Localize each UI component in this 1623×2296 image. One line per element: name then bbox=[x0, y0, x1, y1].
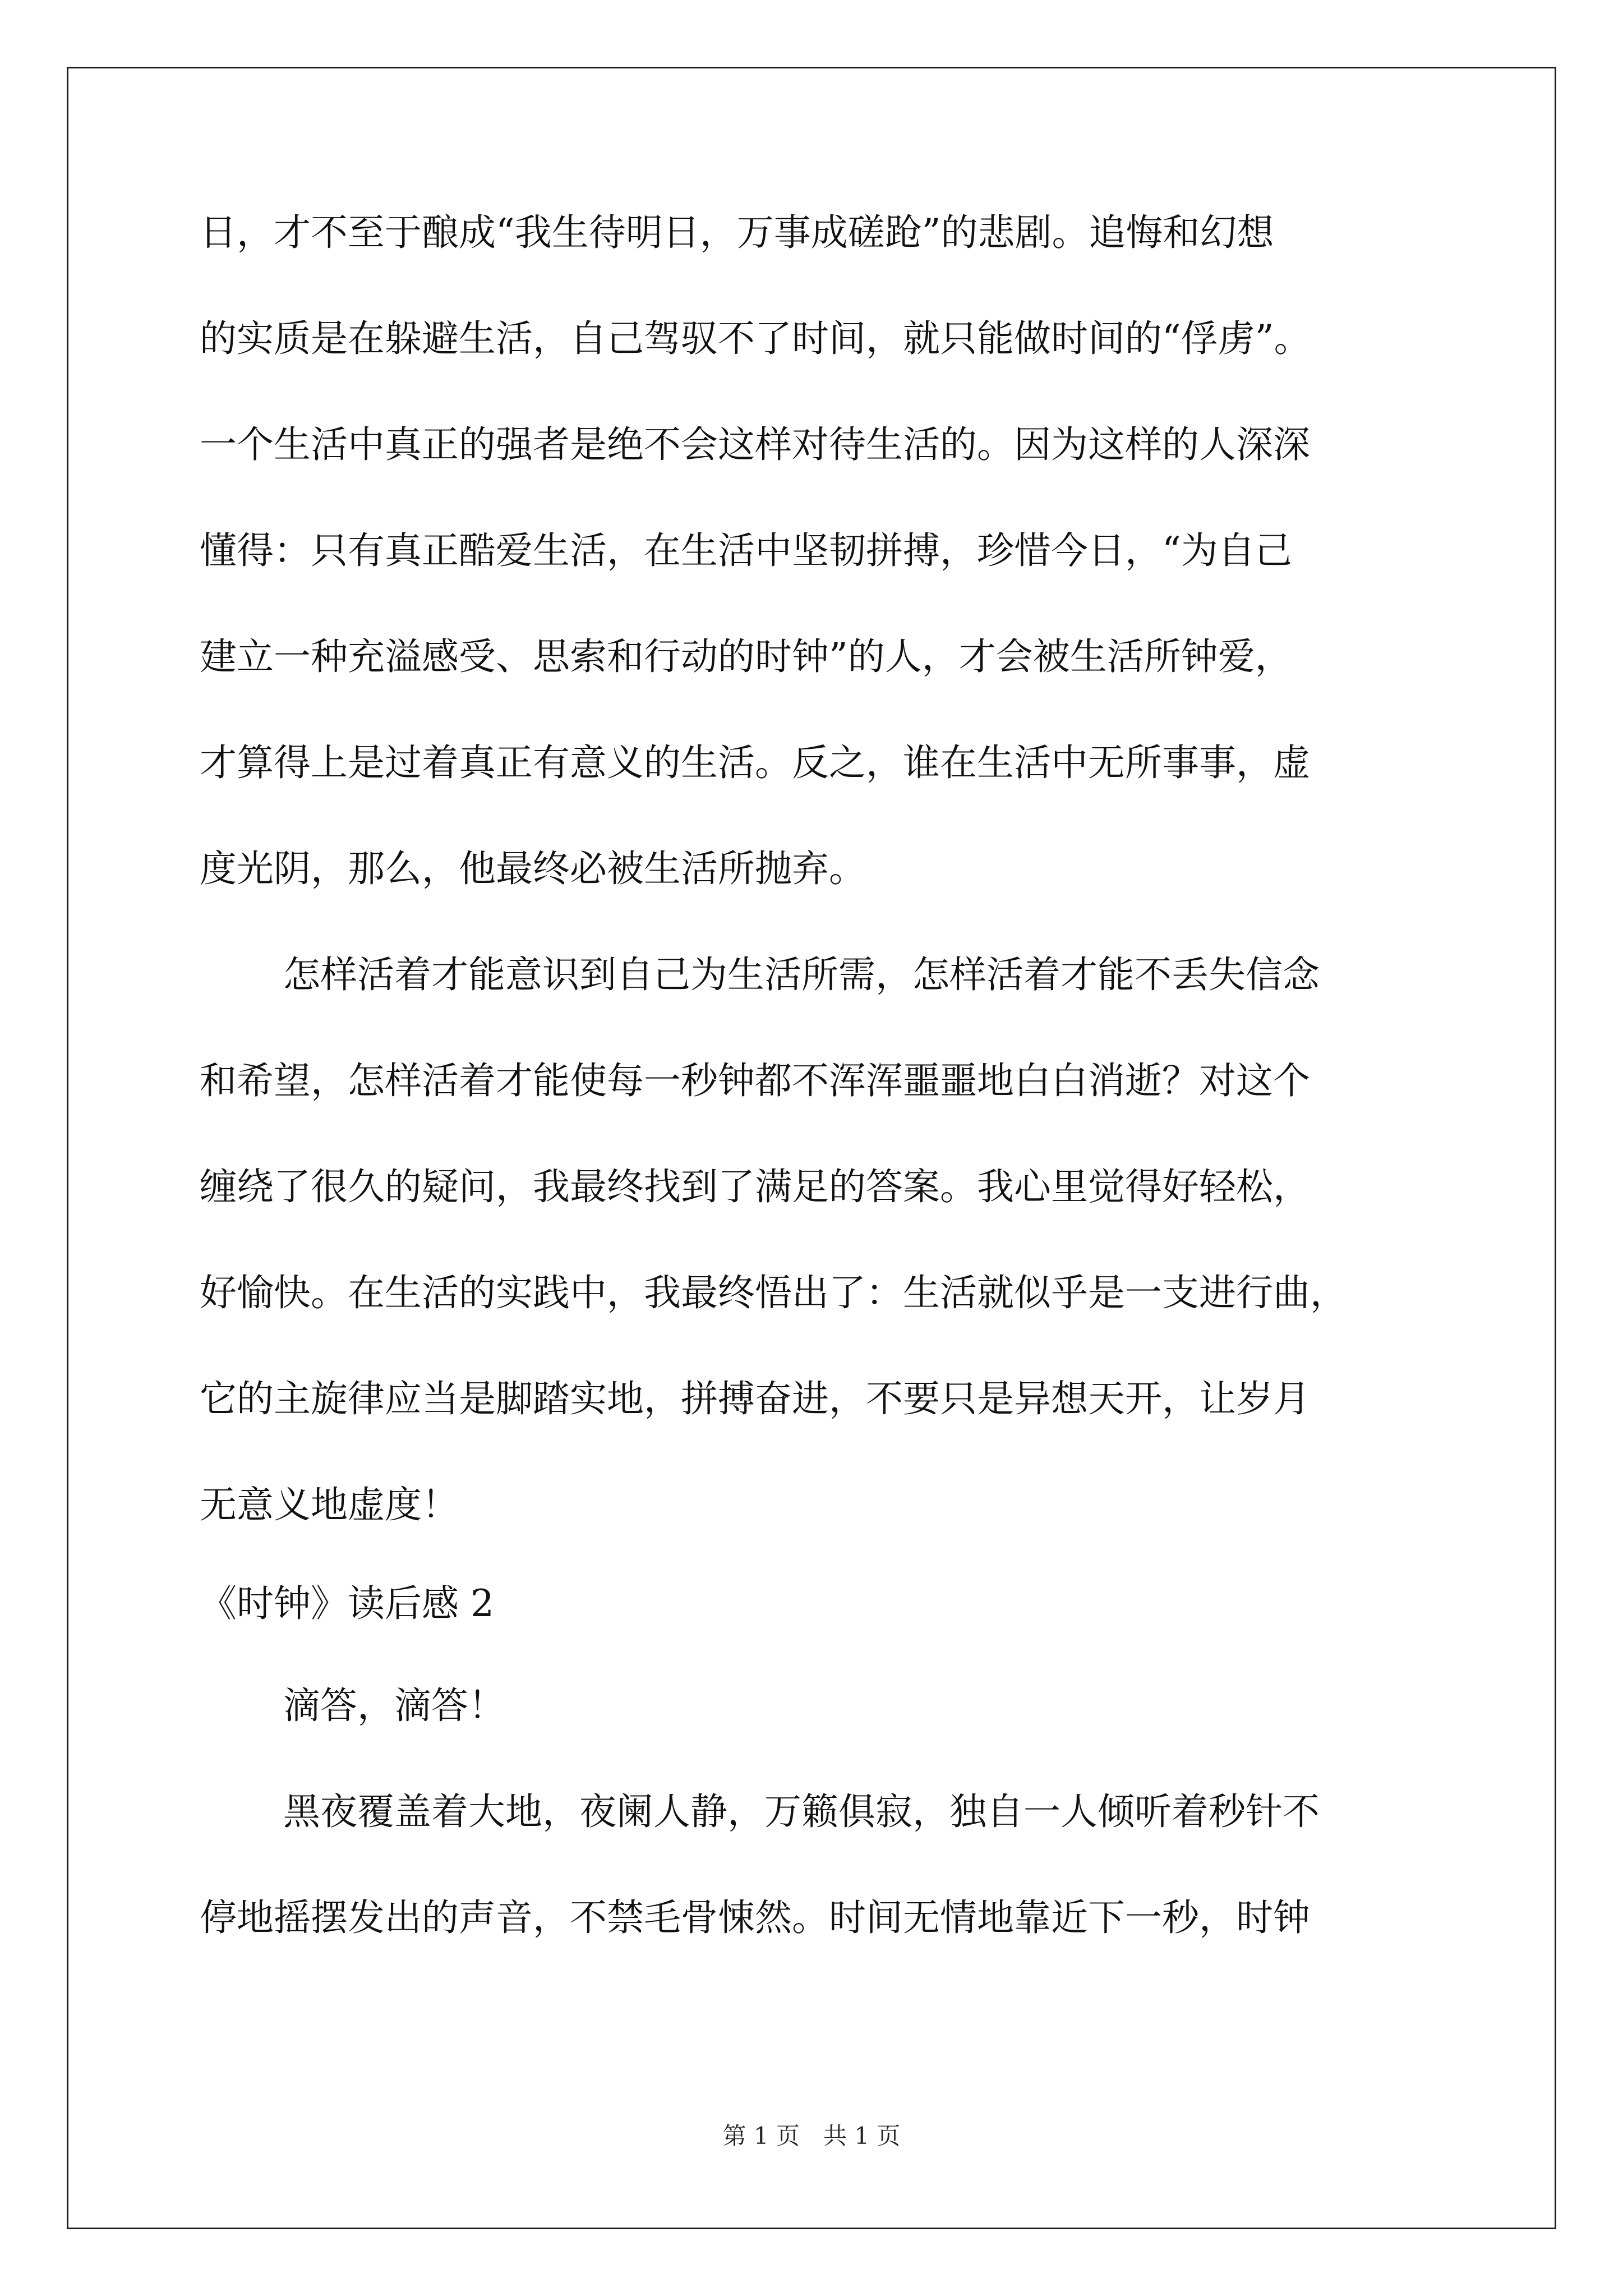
paragraph-line: 的实质是在躲避生活，自己驾驭不了时间，就只能做时间的“俘虏”。 bbox=[200, 317, 1311, 360]
paragraph-line: 懂得：只有真正酷爱生活，在生活中坚韧拼搏，珍惜今日，“为自己 bbox=[200, 529, 1292, 572]
page-footer: 第 1 页 共 1 页 bbox=[722, 2122, 901, 2150]
paragraph-line: 好愉快。在生活的实践中，我最终悟出了：生活就似乎是一支进行曲， bbox=[200, 1271, 1347, 1314]
paragraph-line: 滴答，滴答！ bbox=[283, 1684, 505, 1727]
paragraph-line: 建立一种充溢感受、思索和行动的时钟”的人，才会被生活所钟爱， bbox=[200, 635, 1292, 678]
paragraph-line: 无意义地虚度！ bbox=[200, 1483, 459, 1526]
paragraph-line: 一个生活中真正的强者是绝不会这样对待生活的。因为这样的人深深 bbox=[200, 423, 1310, 466]
paragraph-line: 和希望，怎样活着才能使每一秒钟都不浑浑噩噩地白白消逝？对这个 bbox=[200, 1059, 1310, 1102]
paragraph-line: 才算得上是过着真正有意义的生活。反之，谁在生活中无所事事，虚 bbox=[200, 741, 1310, 784]
paragraph-line: 日，才不至于酿成“我生待明日，万事成磋跄”的悲剧。追悔和幻想 bbox=[200, 211, 1274, 254]
paragraph-line: 度光阴，那么，他最终必被生活所抛弃。 bbox=[200, 847, 866, 890]
paragraph-line: 停地摇摆发出的声音，不禁毛骨悚然。时间无情地靠近下一秒，时钟 bbox=[200, 1896, 1310, 1939]
section-heading: 《时钟》读后感 2 bbox=[200, 1582, 494, 1625]
paragraph-line: 怎样活着才能意识到自己为生活所需，怎样活着才能不丢失信念 bbox=[283, 953, 1320, 996]
paragraph-line: 黑夜覆盖着大地，夜阑人静，万籁俱寂，独自一人倾听着秒针不 bbox=[283, 1790, 1320, 1833]
paragraph-line: 它的主旋律应当是脚踏实地，拼搏奋进，不要只是异想天开，让岁月 bbox=[200, 1377, 1310, 1420]
paragraph-line: 缠绕了很久的疑问，我最终找到了满足的答案。我心里觉得好轻松， bbox=[200, 1165, 1310, 1208]
